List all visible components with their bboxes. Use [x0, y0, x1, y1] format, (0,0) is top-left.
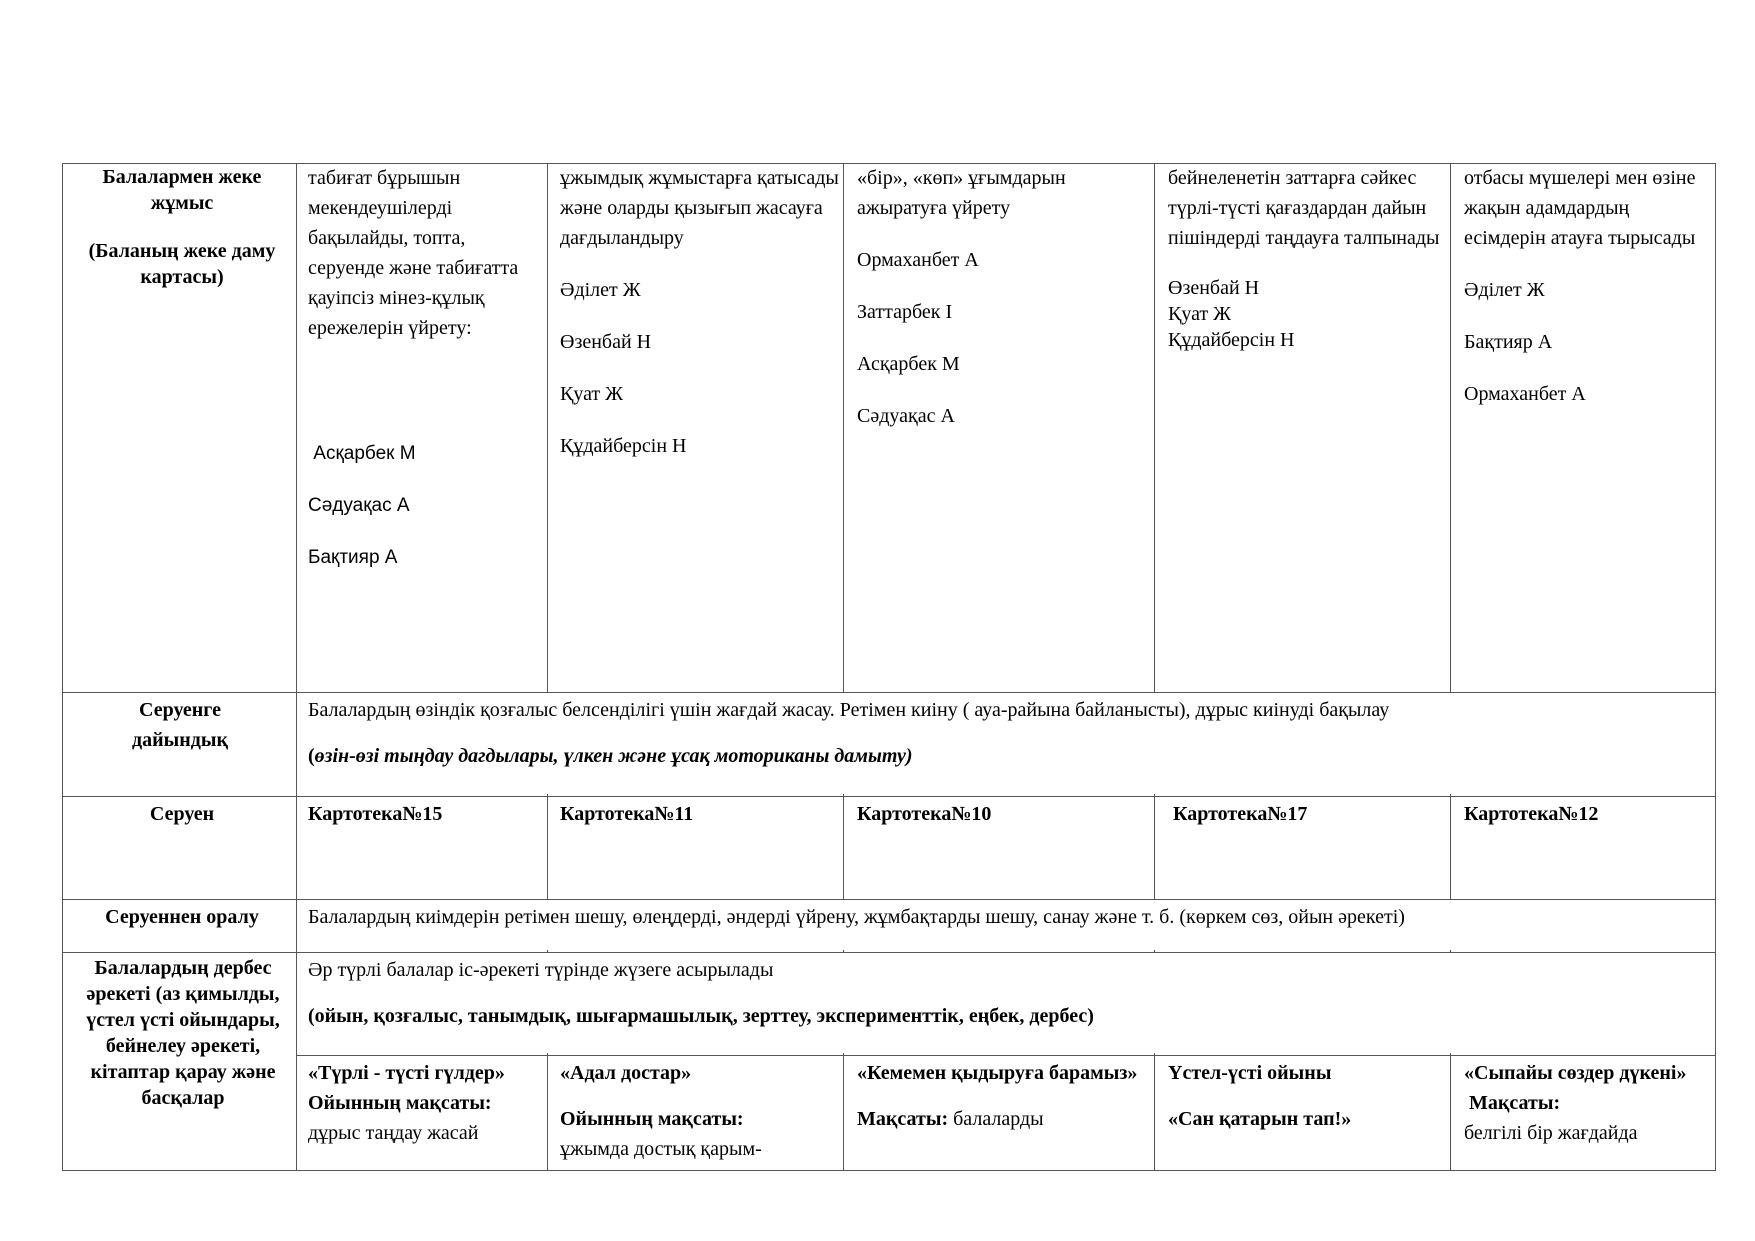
individual-day-3-name: Асқарбек М [857, 353, 960, 375]
independent-day-4-subtitle: «Сан қатарын тап!» [1168, 1108, 1352, 1130]
individual-day-1-name: Бақтияр А [308, 547, 398, 568]
independent-day-3-goal-text: балаларды [948, 1108, 1044, 1130]
independent-day-1-goal-label: Ойынның мақсаты: [308, 1092, 492, 1114]
row-label-independent [72, 955, 294, 1111]
independent-day-2-title: «Адал достар» [560, 1062, 692, 1084]
independent-day-1 [308, 1058, 548, 1148]
independent-day-1-goal-text: дұрыс таңдау жасай [308, 1122, 479, 1144]
independent-day-1-title: «Түрлі - түсті гүлдер» [308, 1062, 505, 1084]
independent-content [308, 955, 1708, 1031]
individual-day-3-name: Заттарбек І [857, 301, 953, 323]
individual-day-4-name: Құдайберсін Н [1168, 329, 1295, 351]
independent-day-3-goal-label: Мақсаты: [857, 1108, 949, 1130]
independent-day-4 [1168, 1058, 1448, 1134]
individual-day-2-name: Құдайберсін Н [560, 435, 687, 457]
individual-day-4-name: Қуат Ж [1168, 303, 1232, 325]
individual-day-4 [1168, 163, 1448, 353]
walk-day-2: Картотека№11 [560, 803, 694, 825]
independent-day-5 [1464, 1058, 1704, 1148]
individual-day-3 [857, 163, 1147, 431]
prep-note-open: ( [308, 745, 315, 767]
independent-day-5-goal-text: белгілі бір жағдайда [1464, 1122, 1638, 1144]
independent-day-3-title: «Кемемен қыдыруға барамыз» [857, 1062, 1138, 1084]
individual-day-3-name: Сәдуақас А [857, 405, 955, 427]
row-label-independent-text: Балалардың дербес әрекеті (аз қимылды, үстел үсті ойындары, бейнелеу әрекеті, кітаптар қарау және басқалар [86, 957, 280, 1109]
individual-day-4-name: Өзенбай Н [1168, 277, 1260, 299]
row-label-individual [70, 164, 294, 290]
individual-day-2-name: Қуат Ж [560, 383, 624, 405]
prep-content [308, 695, 1708, 771]
independent-day-4-title: Үстел-үсті ойыны [1168, 1062, 1332, 1084]
independent-text: Әр түрлі балалар іс-әрекеті түрінде жүзеге асырылады [308, 959, 774, 981]
row-label-individual-subtitle: (Баланың жеке даму картасы) [88, 240, 276, 288]
walk-day-4: Картотека№17 [1168, 803, 1308, 825]
individual-day-5-name: Бақтияр А [1464, 331, 1553, 353]
row-label-walk [70, 799, 294, 829]
individual-day-1-text: табиғат бұрышын мекендеушілерді бақылайды, топта, серуенде және табиғатта қауіпсіз мінез-құлық ережелерін үйрету: [308, 167, 519, 339]
row-label-return-text: Серуеннен оралу [105, 906, 259, 928]
independent-note: (ойын, қозғалыс, танымдық, шығармашылық, зерттеу, эксперименттік, еңбек, дербес) [308, 1005, 1094, 1027]
row-label-walk-text: Серуен [149, 803, 215, 825]
individual-day-5 [1464, 163, 1704, 409]
individual-day-5-text: отбасы мүшелері мен өзіне жақын адамдардың есімдерін атауға тырысады [1464, 167, 1696, 249]
return-text: Балалардың киімдерін ретімен шешу, өлеңдерді, әндерді үйрену, жұмбақтарды шешу, санау және т. б. (көркем сөз, ойын әрекеті) [308, 906, 1405, 928]
individual-day-5-name: Ормаханбет А [1464, 383, 1586, 405]
prep-text: Балалардың өзіндік қозғалыс белсенділігі үшін жағдай жасау. Ретімен киіну ( ауа-райына байланысты), дұрыс киінуді бақылау [308, 699, 1390, 721]
walk-day-1: Картотека№15 [308, 803, 443, 825]
individual-day-1-name: Асқарбек М [308, 443, 416, 464]
individual-day-3-text: «бір», «көп» ұғымдарын ажыратуға үйрету [857, 167, 1066, 219]
independent-day-5-title-line [1464, 1058, 1704, 1118]
independent-day-2-goal-label: Ойынның мақсаты: [560, 1108, 744, 1130]
independent-day-5-goal-label: Мақсаты: [1464, 1092, 1561, 1114]
individual-day-2-text: ұжымдық жұмыстарға қатысады және оларды қызығып жасауға дағдыландыру [560, 167, 839, 249]
independent-day-3-goal [857, 1104, 1147, 1134]
row-label-return [70, 902, 294, 932]
individual-day-5-name: Әділет Ж [1464, 279, 1545, 301]
independent-day-3 [857, 1058, 1147, 1134]
independent-day-2-goal-text: ұжымда достық қарым- [560, 1138, 762, 1160]
prep-note-line [308, 741, 1708, 771]
individual-day-4-text: бейнеленетін заттарға сәйкес түрлі-түсті қағаздардан дайын пішіндерді таңдауға талпынады [1168, 167, 1440, 249]
independent-day-5-title: «Сыпайы сөздер дүкені» [1464, 1062, 1687, 1084]
individual-day-1 [308, 163, 538, 573]
individual-day-2 [560, 163, 840, 461]
walk-day-3: Картотека№10 [857, 803, 992, 825]
individual-day-2-name: Өзенбай Н [560, 331, 652, 353]
individual-day-2-name: Әділет Ж [560, 279, 641, 301]
prep-note: өзін-өзі тыңдау дагдылары, үлкен және ұсақ моториканы дамыту) [314, 745, 913, 767]
individual-day-3-name: Ормаханбет А [857, 249, 979, 271]
row-label-prep-text: Серуенге дайындық [131, 699, 229, 751]
walk-day-5: Картотека№12 [1464, 803, 1599, 825]
row-label-individual-title: Балалармен жеке жұмыс [102, 166, 262, 214]
row-label-prep [100, 695, 260, 755]
independent-day-2 [560, 1058, 840, 1164]
individual-day-1-name: Сәдуақас А [308, 495, 410, 516]
